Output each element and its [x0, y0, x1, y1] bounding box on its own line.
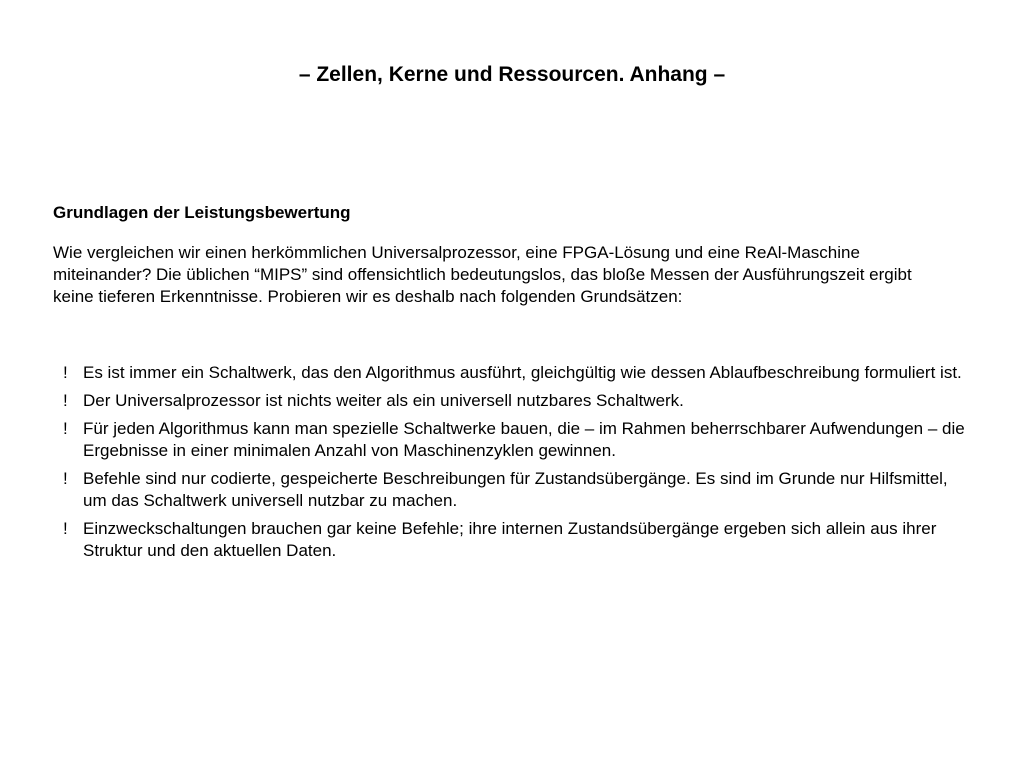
- bullet-text: Einzweckschaltungen brauchen gar keine Befehle; ihre internen Zustandsübergänge ergeben sich allein aus ihrer Struktur und den aktuellen Daten.: [83, 519, 937, 560]
- bullet-mark: !: [63, 391, 68, 410]
- list-item: [53, 468, 973, 512]
- bullet-text: Der Universalprozessor ist nichts weiter als ein universell nutzbares Schaltwerk.: [83, 391, 684, 410]
- page-title: – Zellen, Kerne und Ressourcen. Anhang –: [298, 63, 726, 86]
- list-item: [53, 518, 973, 562]
- list-item: [53, 390, 973, 412]
- bullet-text: Für jeden Algorithmus kann man spezielle Schaltwerke bauen, die – im Rahmen beherrschbarer Aufwendungen – die Ergebnisse in einer minimalen Anzahl von Maschinenzyklen gewinnen.: [83, 419, 965, 460]
- list-item: [53, 418, 973, 462]
- bullet-mark: !: [63, 469, 68, 488]
- bullet-mark: !: [63, 363, 68, 382]
- bullet-text: Es ist immer ein Schaltwerk, das den Algorithmus ausführt, gleichgültig wie dessen Ablaufbeschreibung formuliert ist.: [83, 363, 962, 382]
- bullet-text: Befehle sind nur codierte, gespeicherte Beschreibungen für Zustandsübergänge. Es sind im Grunde nur Hilfsmittel, um das Schaltwerk universell nutzbar zu machen.: [83, 469, 948, 510]
- list-item: [53, 362, 973, 384]
- bullet-list: [53, 362, 973, 568]
- intro-paragraph: Wie vergleichen wir einen herkömmlichen Universalprozessor, eine FPGA-Lösung und eine ReAl-Maschine miteinander? Die üblichen “MIPS” sind offensichtlich bedeutungslos, das bloße Messen der Ausführungszeit ergibt keine tieferen Erkenntnisse. Probieren wir es deshalb nach folgenden Grundsätzen:: [53, 243, 912, 306]
- bullet-mark: !: [63, 519, 68, 538]
- section-heading: Grundlagen der Leistungsbewertung: [53, 203, 351, 222]
- bullet-mark: !: [63, 419, 68, 438]
